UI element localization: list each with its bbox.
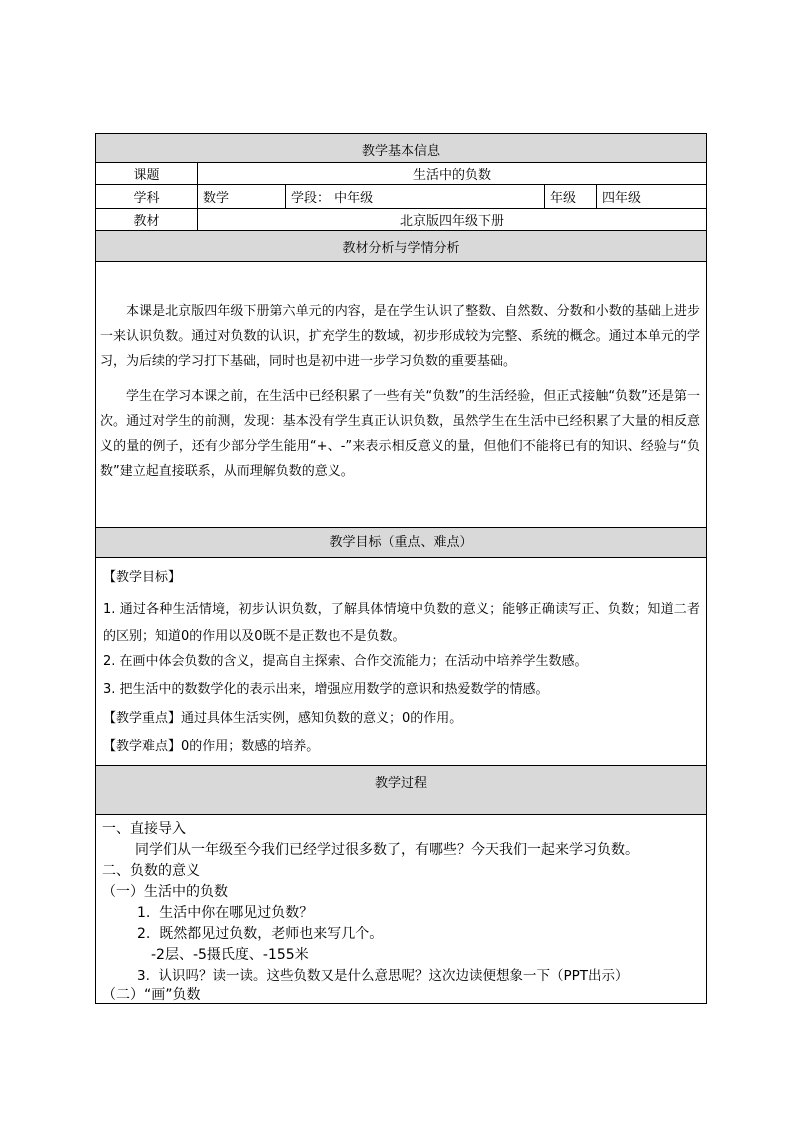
analysis-header-text: 教材分析与学情分析	[342, 241, 460, 256]
info-header-text: 教学基本信息	[361, 144, 440, 159]
info-header	[96, 134, 706, 163]
difficulty-label: 【教学难点】	[103, 739, 182, 754]
process-body	[96, 815, 706, 1003]
section-1-title: 一、直接导入	[102, 821, 186, 837]
subsection-2-title: （二）“画”负数	[102, 987, 201, 1003]
grade-value: 四年级	[602, 191, 642, 206]
question-2-text: 既然都见过负数，老师也来写几个。	[159, 926, 384, 942]
subject-value: 数学	[198, 185, 286, 208]
objective-item-1: 1. 通过各种生活情境，初步认识负数，了解具体情境中负数的意义；能够正确读写正、负数；知道二者的区别；知道0的作用以及0既不是正数也不是负数。	[103, 602, 700, 644]
course-label: 课题	[96, 163, 198, 184]
subject-label: 学科	[96, 185, 198, 208]
objectives-body	[96, 558, 706, 766]
question-2	[137, 924, 383, 944]
question-1-number: 1.	[137, 905, 151, 921]
section-2-title: 二、负数的意义	[102, 863, 200, 879]
question-3-text: 认识吗？读一读。这些负数又是什么意思呢？这次边读便想象一下（PPT出示）	[158, 968, 629, 984]
course-row	[96, 163, 706, 185]
stage-value: 中年级	[334, 191, 374, 206]
analysis-paragraph-1: 本课是北京版四年级下册第六单元的内容，是在学生认识了整数、自然数、分数和小数的基础上进步一来认识负数。通过对负数的认识，扩充学生的数域，初步形成较为完整、系统的概念。通过本单元的学习，为后续的学习打下基础，同时也是初中进一步学习负数的重要基础。	[100, 304, 700, 369]
difficulty-point	[103, 736, 700, 758]
objective-item-3: 3. 把生活中的数数学化的表示出来，增强应用数学的意识和热爱数学的情感。	[103, 682, 549, 697]
objectives-header	[96, 528, 706, 558]
process-header-text: 教学过程	[374, 776, 427, 791]
question-1	[137, 903, 313, 923]
key-point-text: 通过具体生活实例，感知负数的意义；0的作用。	[181, 711, 463, 726]
key-point	[103, 708, 700, 730]
section-1-text: 同学们从一年级至今我们已经学过很多数了，有哪些？今天我们一起来学习负数。	[135, 842, 639, 858]
key-point-label: 【教学重点】	[103, 711, 182, 726]
objectives-header-text: 教学目标（重点、难点）	[329, 535, 473, 550]
question-2-number: 2.	[137, 926, 151, 942]
subject-row	[96, 185, 706, 209]
question-3	[137, 966, 629, 986]
analysis-header	[96, 231, 706, 262]
subsection-1-title: （一）生活中的负数	[102, 884, 228, 900]
course-value: 生活中的负数	[412, 168, 491, 183]
objectives-title: 【教学目标】	[103, 570, 182, 585]
textbook-label: 教材	[96, 209, 198, 230]
textbook-value: 北京版四年级下册	[399, 214, 504, 229]
grade-label: 年级	[545, 185, 597, 208]
stage-cell	[286, 185, 545, 208]
stage-label: 学段：	[291, 191, 331, 206]
negative-examples: -2层、-5摄氏度、-155米	[151, 947, 309, 963]
objective-item-2: 2. 在画中体会负数的含义，提高自主探索、合作交流能力；在活动中培养学生数感。	[103, 654, 588, 669]
question-1-text: 生活中你在哪见过负数？	[159, 905, 314, 921]
difficulty-text: 0的作用；数感的培养。	[181, 739, 320, 754]
analysis-body	[96, 262, 706, 528]
process-header	[96, 766, 706, 815]
textbook-row	[96, 209, 706, 231]
question-3-number: 3.	[137, 968, 150, 984]
analysis-paragraph-2: 学生在学习本课之前，在生活中已经积累了一些有关“负数”的生活经验，但正式接触“负数”还是第一次。通过对学生的前测，发现：基本没有学生真正认识负数，虽然学生在生活中已经积累了大量的相反意义的量的例子，还有少部分学生能用“+、-”来表示相反意义的量，但他们不能将已有的知识、经验与“负数”建立起直接联系，从而理解负数的意义。	[100, 389, 700, 479]
lesson-plan-table	[95, 133, 707, 1004]
